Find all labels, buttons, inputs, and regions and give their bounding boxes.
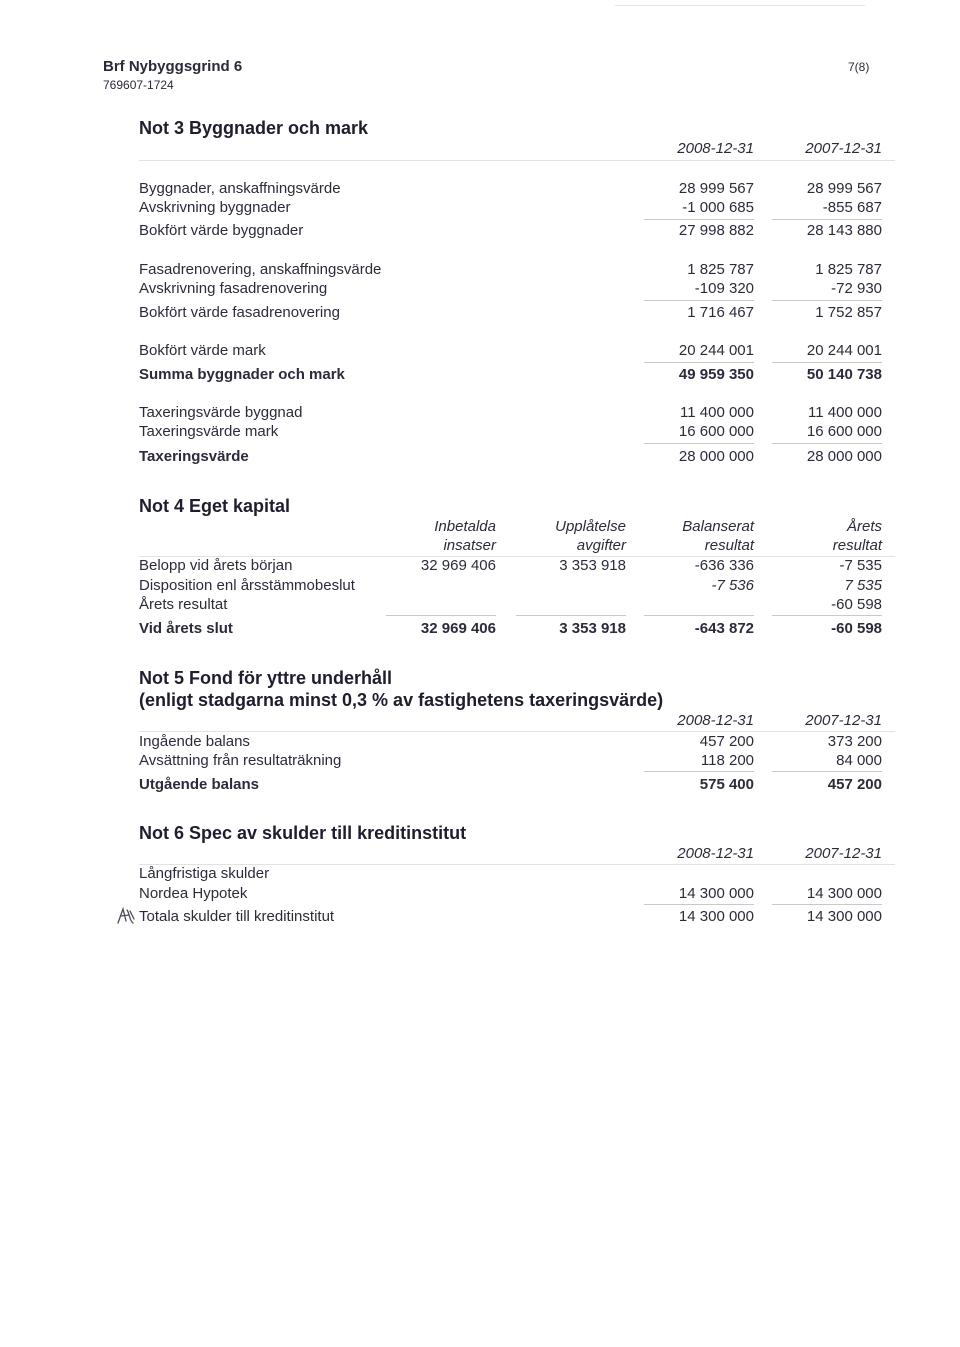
row-label: Nordea Hypotek	[139, 885, 248, 902]
row-value-2008: 1 716 467	[687, 304, 754, 321]
row-value-2007: 20 244 001	[806, 342, 882, 359]
scan-edge-line	[615, 5, 865, 6]
row-value-2007: 84 000	[836, 752, 882, 769]
col-header-line2: insatser	[443, 537, 496, 554]
total-label: Summa byggnader och mark	[139, 366, 345, 383]
cell: -7 535	[839, 557, 882, 574]
divider	[139, 731, 895, 732]
col-header-line2: resultat	[704, 537, 754, 554]
row-value-2007: 28 143 880	[806, 222, 882, 239]
note-6-col-2008: 2008-12-31	[677, 845, 754, 862]
row-label: Bokfört värde fasadrenovering	[139, 304, 340, 321]
company-name: Brf Nybyggsgrind 6	[103, 58, 243, 75]
note-3-col-2007: 2007-12-31	[805, 140, 882, 157]
row-value-2007: -72 930	[831, 280, 882, 297]
cell: 7 535	[844, 577, 882, 594]
row-value-2007: -855 687	[822, 199, 882, 216]
row-value-2008: 20 244 001	[678, 342, 754, 359]
row-label: Taxeringsvärde byggnad	[139, 404, 303, 421]
subtotal-line	[772, 362, 882, 363]
subtotal-line	[772, 904, 882, 905]
row-value-2007: 28 999 567	[806, 180, 882, 197]
note-3-title: Not 3 Byggnader och mark	[139, 118, 369, 138]
note-4-title: Not 4 Eget kapital	[139, 496, 291, 516]
row-value-2007: 373 200	[827, 733, 882, 750]
subtotal-line	[644, 219, 754, 220]
note-5-title: Not 5 Fond för yttre underhåll	[139, 668, 393, 688]
subtotal-line	[644, 904, 754, 905]
note-3-col-2008: 2008-12-31	[677, 140, 754, 157]
cell: 3 353 918	[559, 557, 626, 574]
row-label: Disposition enl årsstämmobeslut	[139, 577, 355, 594]
total-value-2007: 50 140 738	[806, 366, 882, 383]
row-label: Bokfört värde mark	[139, 342, 266, 359]
cell: -60 598	[831, 596, 882, 613]
row-label: Avskrivning byggnader	[139, 199, 291, 216]
row-value-2007: 16 600 000	[806, 423, 882, 440]
col-header-line2: resultat	[832, 537, 882, 554]
cell: 32 969 406	[420, 557, 496, 574]
row-label: Taxeringsvärde mark	[139, 423, 279, 440]
note-6-title: Not 6 Spec av skulder till kreditinstitut	[139, 823, 467, 843]
row-label: Avskrivning fasadrenovering	[139, 280, 328, 297]
row-value-2008: 14 300 000	[678, 885, 754, 902]
row-label: Totala skulder till kreditinstitut	[139, 908, 335, 925]
row-value-2007: 1 825 787	[815, 261, 882, 278]
total-cell: 32 969 406	[420, 620, 496, 637]
total-label: Utgående balans	[139, 776, 260, 793]
row-label: Avsättning från resultaträkning	[139, 752, 342, 769]
row-label: Ingående balans	[139, 733, 250, 750]
row-value-2008: 11 400 000	[680, 404, 754, 421]
total-value-2007: 28 000 000	[806, 448, 882, 465]
total-cell: -60 598	[831, 620, 882, 637]
row-label: Belopp vid årets början	[139, 557, 293, 574]
note-5-col-2007: 2007-12-31	[805, 712, 882, 729]
total-value-2007: 457 200	[827, 776, 882, 793]
row-label: Årets resultat	[139, 596, 228, 613]
page-number: 7(8)	[848, 60, 870, 74]
row-value-2007: 14 300 000	[806, 885, 882, 902]
subtotal-line	[772, 615, 882, 616]
col-header-line1: Upplåtelse	[555, 518, 626, 535]
subtotal-line	[644, 771, 754, 772]
row-label: Byggnader, anskaffningsvärde	[139, 180, 341, 197]
total-cell: -643 872	[694, 620, 754, 637]
row-value-2008: 27 998 882	[678, 222, 754, 239]
org-number: 769607-1724	[103, 78, 174, 92]
col-header-line1: Balanserat	[682, 518, 754, 535]
row-value-2008: 14 300 000	[678, 908, 754, 925]
subtotal-line	[644, 615, 754, 616]
total-label: Vid årets slut	[139, 620, 233, 637]
subtotal-line	[644, 443, 754, 444]
row-value-2008: 28 999 567	[678, 180, 754, 197]
total-cell: 3 353 918	[559, 620, 626, 637]
note-5-subtitle: (enligt stadgarna minst 0,3 % av fastighetens taxeringsvärde)	[139, 690, 664, 710]
subtotal-line	[644, 362, 754, 363]
subtotal-line	[516, 615, 626, 616]
total-label: Taxeringsvärde	[139, 448, 249, 465]
subtotal-line	[772, 443, 882, 444]
row-label: Bokfört värde byggnader	[139, 222, 304, 239]
note-5-col-2008: 2008-12-31	[677, 712, 754, 729]
divider	[139, 160, 895, 161]
cell: -7 536	[711, 577, 754, 594]
row-value-2008: -109 320	[694, 280, 754, 297]
col-header-line1: Inbetalda	[434, 518, 496, 535]
row-label: Långfristiga skulder	[139, 865, 270, 882]
row-value-2007: 1 752 857	[815, 304, 882, 321]
row-value-2008: 118 200	[700, 752, 754, 769]
row-value-2008: -1 000 685	[682, 199, 754, 216]
row-value-2008: 16 600 000	[678, 423, 754, 440]
note-6-col-2007: 2007-12-31	[805, 845, 882, 862]
total-value-2008: 49 959 350	[678, 366, 754, 383]
handwritten-initials-icon	[115, 905, 137, 927]
subtotal-line	[644, 300, 754, 301]
subtotal-line	[772, 771, 882, 772]
total-value-2008: 575 400	[699, 776, 754, 793]
subtotal-line	[772, 219, 882, 220]
row-label: Fasadrenovering, anskaffningsvärde	[139, 261, 382, 278]
col-header-line2: avgifter	[576, 537, 626, 554]
row-value-2007: 11 400 000	[808, 404, 882, 421]
row-value-2008: 1 825 787	[687, 261, 754, 278]
row-value-2008: 457 200	[699, 733, 754, 750]
col-header-line1: Årets	[846, 518, 882, 535]
subtotal-line	[386, 615, 496, 616]
subtotal-line	[772, 300, 882, 301]
row-value-2007: 14 300 000	[806, 908, 882, 925]
total-value-2008: 28 000 000	[678, 448, 754, 465]
cell: -636 336	[694, 557, 754, 574]
